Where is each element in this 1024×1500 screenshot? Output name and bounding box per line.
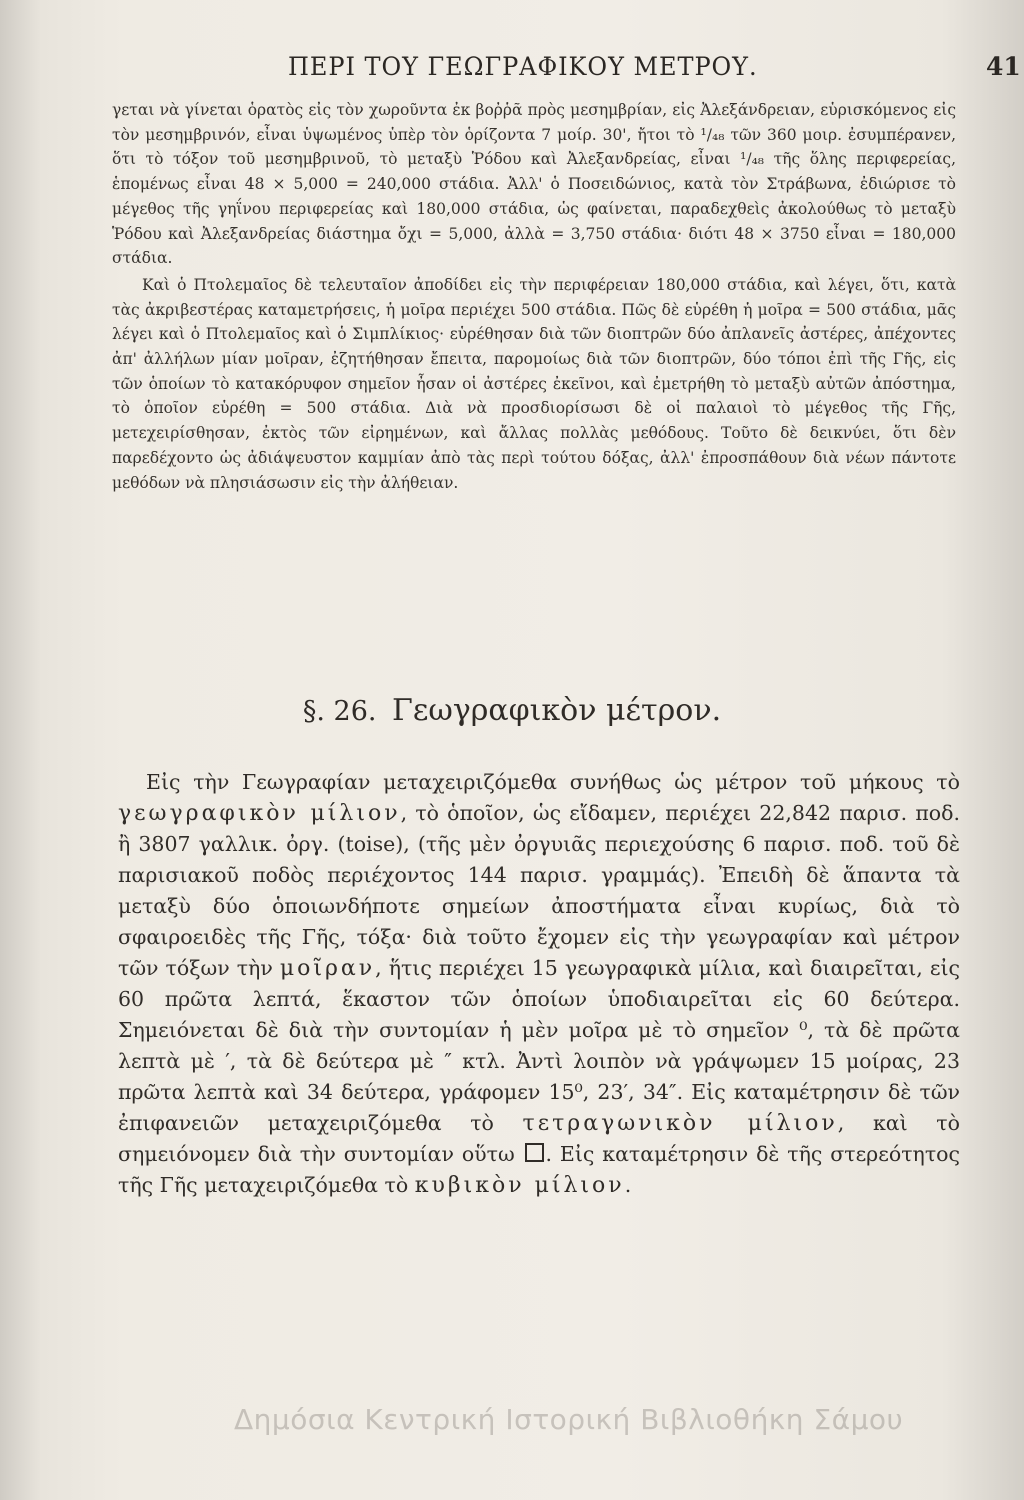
square-symbol-icon (525, 1143, 544, 1162)
term-square-mile: τετραγωνικὸν μίλιον (522, 1111, 838, 1136)
text-run: , τὸ ὁποῖον, ὡς εἴδαμεν, περιέχει 22,842 παρισ. ποδ. ἢ 3807 γαλλικ. ὀργ. (toise), (τῆς μὲν ὀργυιᾶς περιεχούσης 6 παρισ. ποδ. τοῦ δὲ παρισιακοῦ ποδὸς περιέχοντος 144 παρισ. γραμμάς). Ἐπειδὴ δὲ ἅπαντα τὰ μεταξὺ δύο ὁποιωνδήποτε σημείων ἀποστήματα εἶναι κυρίως, διὰ τὸ σφαιροειδὲς τῆς Γῆς, τόξα· διὰ τοῦτο ἔχομεν εἰς τὴν γεωγραφίαν καὶ μέτρον τῶν τόξων τὴν (118, 801, 960, 980)
text-run: , καὶ τὸ σημειόνομεν διὰ τὴν συντομίαν οὕτω (118, 1111, 960, 1166)
section-number: §. 26. (302, 696, 377, 727)
paragraph: Καὶ ὁ Πτολεμαῖος δὲ τελευταῖον ἀποδίδει εἰς τὴν περιφέρειαν 180,000 στάδια, καὶ λέγει, ὅτι, κατὰ τὰς ἀκριβεστέρας καταμετρήσεις, ἡ μοῖρα περιέχει 500 στάδια. Πῶς δὲ εὑρέθη ἡ μοῖρα = 500 στάδια, μᾶς λέγει καὶ ὁ Πτολεμαῖος καὶ ὁ Σιμπλίκιος· εὑρέθησαν διὰ τῶν διοπτρῶν δύο ἀπλανεῖς ἀστέρες, ἀπέχοντες ἀπ' ἀλλήλων μίαν μοῖραν, ἐζητήθησαν ἔπειτα, παρομοίως διὰ τῶν διοπτρῶν, δύο τόποι ἐπὶ τῆς Γῆς, εἰς τῶν ὁποίων τὸ κατακόρυφον σημεῖον ἦσαν οἱ ἀστέρες ἐκεῖνοι, καὶ ἐμετρήθη τὸ μεταξὺ αὐτῶν ἀπόστημα, τὸ ὁποῖον εὑρέθη = 500 στάδια. Διὰ νὰ προσδιορίσωσι δὲ οἱ παλαιοὶ τὸ μέγεθος τῆς Γῆς, μετεχειρίσθησαν, ἐκτὸς τῶν εἰρημένων, καὶ ἄλλας πολλὰς μεθόδους. Τοῦτο δὲ δεικνύει, ὅτι δὲν παρεδέχοντο ὡς ἀδιάψευστον καμμίαν ἀπὸ τὰς περὶ τούτου δόξας, ἀλλ' ἐπροσπάθουν διὰ νέων πάντοτε μεθόδων νὰ πλησιάσωσιν εἰς τὴν ἀλήθειαν. (112, 275, 956, 492)
paragraph: γεται νὰ γίνεται ὁρατὸς εἰς τὸν χωροῦντα ἐκ βοῤῥᾶ πρὸς μεσημβρίαν, εἰς Ἀλεξάνδρειαν, εὑρισκόμενος εἰς τὸν μεσημβρινόν, εἶναι ὑψωμένος ὑπὲρ τὸν ὁρίζοντα 7 μοίρ. 30', ἤτοι τὸ ¹/₄₈ τῶν 360 μοιρ. ἐσυμπέρανεν, ὅτι τὸ τόξον τοῦ μεσημβρινοῦ, τὸ μεταξὺ Ῥόδου καὶ Ἀλεξανδρείας, εἶναι ¹/₄₈ τῆς ὅλης περιφερείας, ἑπομένως εἶναι 48 × 5,000 = 240,000 στάδια. Ἀλλ' ὁ Ποσειδώνιος, κατὰ τὸν Στράβωνα, ἐδιώρισε τὸ μέγεθος τῆς γηΐνου περιφερείας καὶ 180,000 στάδια, ὡς φαίνεται, παραδεχθεὶς ἀκολούθως τὸ μεταξὺ Ῥόδου καὶ Ἀλεξανδρείας διάστημα ὄχι = 5,000, ἀλλὰ = 3,750 στάδια· διότι 48 × 3750 εἶναι = 180,000 στάδια. (112, 101, 956, 268)
running-title: ΠΕΡΙ ΤΟΥ ΓΕΩΓΡΑΦΙΚΟΥ ΜΕΤΡΟΥ. (288, 52, 758, 81)
paragraph (118, 767, 960, 1201)
page-number: 41 (986, 52, 1021, 81)
library-watermark: Δημόσια Κεντρική Ιστορική Βιβλιοθήκη Σάμου (234, 1403, 904, 1436)
term-geographic-mile: γεωγραφικὸν μίλιον (118, 801, 401, 826)
text-run: . (624, 1173, 632, 1197)
text-run: Εἰς τὴν Γεωγραφίαν μεταχειριζόμεθα συνήθως ὡς μέτρον τοῦ μήκους τὸ (146, 770, 960, 794)
section-title: Γεωγραφικὸν μέτρον. (392, 693, 722, 728)
page-header (0, 52, 1024, 92)
term-cubic-mile: κυβικὸν μίλιον (414, 1173, 625, 1198)
term-degree: μοῖραν (279, 956, 376, 981)
section-body (118, 767, 960, 1201)
section-heading (0, 693, 1024, 728)
upper-text-block (112, 98, 956, 495)
text-run: , ἥτις περιέχει 15 γεωγραφικὰ μίλια, καὶ διαιρεῖται, εἰς 60 πρῶτα λεπτά, ἕκαστον τῶν ὁποίων ὑποδιαιρεῖται εἰς 60 δεύτερα. Σημειόνεται δὲ διὰ τὴν συντομίαν ἡ μὲν μοῖρα μὲ τὸ σημεῖον ⁰, τὰ δὲ πρῶτα λεπτὰ μὲ ′, τὰ δὲ δεύτερα μὲ ″ κτλ. Ἀντὶ λοιπὸν νὰ γράψωμεν 15 μοίρας, 23 πρῶτα λεπτὰ καὶ 34 δεύτερα, γράφομεν 15⁰, 23′, 34″. Εἰς καταμέτρησιν δὲ τῶν ἐπιφανειῶν μεταχειριζόμεθα τὸ (118, 956, 960, 1135)
text-run: . Εἰς καταμέτρησιν δὲ τῆς στερεότητος τῆς Γῆς μεταχειριζόμεθα τὸ (118, 1142, 960, 1197)
